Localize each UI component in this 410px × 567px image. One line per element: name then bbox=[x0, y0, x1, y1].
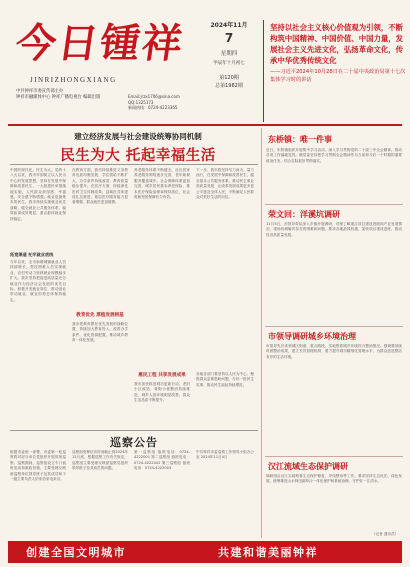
lead-column-3b: 我市加快推进城市更新行动，老旧小区改造、背街小巷整治持续推进，城乡人居环境明显改善，群众生活品质不断提升。 bbox=[134, 382, 190, 403]
sponsor-line: 中共钟祥市委宣传部主办 bbox=[16, 89, 64, 94]
lunar-date: 甲辰年十月初七 bbox=[213, 61, 245, 66]
notice-column-1: 根据市委统一部署，市委第一轮巡察将对部分单位党组织开展常规巡察。巡察期间，巡察组设立专门值班电话和邮政信箱，主要受理反映被巡察单位领导班子及其成员和下一级主要负责人的来信来电来访。 bbox=[10, 450, 66, 482]
sponsor-line: 钟祥市融媒体中心 钟祥广播电视台 编辑出版 bbox=[16, 95, 101, 100]
lead-column-1: 中国的现代化，民生为大。党的十八大以来，我市牢固树立以人民为中心的发展思想，坚持在发展中保障和改善民生，一大批惠民举措落地实施，人民群众获得感、幸福感、安全感不断增强。就业是最基本的民生。我市持续实施就业优先战略，健全就业公共服务体系，稳岗拓岗成效明显，重点群体就业保持稳定。 bbox=[10, 168, 66, 221]
right-article-4-title: 汉江流域生态保护调研 bbox=[268, 461, 348, 471]
date-box bbox=[205, 20, 253, 124]
quote-box bbox=[270, 22, 406, 122]
notice-rule bbox=[10, 430, 258, 431]
logo-pinyin: JINRIZHONGXIANG bbox=[30, 76, 117, 84]
right-article-1-body: 近日，东桥镇组织开展集中学习活动，深入学习贯彻党的二十届三中全会精神，推动各项工作落地见效。镇党委坚持把学习贯彻全会精神作为当前和今后一个时期的重要政治任务，结合实际抓好贯彻落实。 bbox=[266, 148, 402, 163]
masthead-rule bbox=[8, 124, 402, 126]
issue-number: 第120期 bbox=[219, 75, 239, 81]
masthead-divider bbox=[263, 20, 264, 122]
banner-slogan-left: 创建全国文明城市 bbox=[26, 546, 126, 559]
lead-column-4b: 各地各部门要坚持以人民为中心，聚焦群众急难愁盼问题，办好一批民生实事，推动民生福祉持续增进。 bbox=[196, 372, 254, 387]
lead-subhead: 拓宽渠道 托牢就业底线 bbox=[10, 252, 54, 257]
lead-column-3: 养老服务体系不断健全，社区居家养老服务网络逐步完善，老年助餐服务覆盖城乡。社会保障体系更加完善，城乡居民基本养老保险、基本医疗保险参保率保持高位，社会救助兜底保障有力有效。 bbox=[134, 168, 190, 200]
footer-banner bbox=[8, 541, 402, 563]
banner-slogan-right: 共建和谐美丽钟祥 bbox=[218, 546, 318, 559]
newspaper-logo bbox=[12, 18, 188, 74]
quote-source: ——习近平2024年10月28日在二十届中央政治局第十七次集体学习时的讲话 bbox=[270, 69, 406, 83]
right-column-rule bbox=[261, 128, 262, 538]
contact-hotline: 新闻热线：0724-4223365 bbox=[128, 105, 178, 110]
lead-kicker: 建立经济发展与社会建设统筹协同机制 bbox=[74, 132, 202, 141]
contact-qq: QQ:1325173 bbox=[128, 99, 154, 105]
weekday: 星期四 bbox=[220, 51, 238, 57]
lead-headline: 民生为大 托起幸福生活 bbox=[60, 148, 216, 164]
quote-text: 坚持以社会主义核心价值观为引领，不断构筑中国精神、中国价值、中国力量，发展社会主义先进文化，弘扬革命文化，传承中华优秀传统文化 bbox=[270, 23, 404, 65]
lead-box-heading: 惠民工程 共享发展成果 bbox=[138, 373, 186, 378]
notice-title: 巡察公告 bbox=[110, 436, 158, 449]
right-article-3-body: 市领导先后来到城区街道、重点路段，实地察看城乡环境综合整治情况。强调要持续巩固整治成果，建立长效管理机制，着力提升城市精细化管理水平，为群众创造整洁有序的生活环境。 bbox=[266, 344, 402, 359]
right-article-rule bbox=[265, 204, 403, 205]
notice-column-2: 巡察组受理信访时间截止到2024年12月底。根据巡察工作有关规定，巡察组主要受理反映被巡察党组织领导班子及其成员的问题。 bbox=[72, 450, 128, 471]
notice-column-4: 中共钟祥市委巡察工作领导小组办公室 2024年11月4日 bbox=[196, 450, 254, 460]
date-year-month: 2024年11月 bbox=[210, 22, 248, 29]
right-article-1-title: 东桥镇：唯一件事 bbox=[268, 134, 332, 144]
total-issue-number: 总第1982期 bbox=[215, 83, 243, 89]
right-article-2-body: 11月5日，市领导带队深入乡镇开展调研，详细了解重点项目建设进展和产业发展情况，现场协调解决存在的困难和问题，要求各地抢抓机遇，加快项目建设进度，推动经济高质量发展。 bbox=[266, 222, 402, 237]
contact-info bbox=[128, 94, 198, 111]
byline: （记者 通讯员） bbox=[372, 532, 399, 536]
lead-rule bbox=[10, 164, 258, 165]
date-day: 7 bbox=[224, 31, 234, 45]
logo-text: 今日锺祥 bbox=[12, 20, 188, 67]
lead-column-1b: 今年以来，全市新增城镇就业人员持续增长，帮扶困难人员实现就业，农村劳动力转移就业规模稳步扩大。我市坚持把促进高质量充分就业作为经济社会发展的优先目标，积极开发就业岗位，推动创业带动就业，就业形势总体保持稳定。 bbox=[10, 260, 66, 302]
right-article-rule bbox=[265, 456, 403, 457]
right-article-rule bbox=[265, 326, 403, 327]
masthead bbox=[8, 6, 410, 130]
notice-column-3: 第一巡察组 值班电话：0724-4222001 第二巡察组 值班电话：0724-4222002 第三巡察组 值班电话：0724-4222003 bbox=[134, 450, 190, 471]
right-article-3-title: 市领导调研城乡环境治理 bbox=[268, 331, 356, 341]
lead-column-2: 在教育方面，我市持续推进义务教育优质均衡发展，学位供给不断扩大，办学条件持续改善，教育质量稳步提升。在医疗方面，持续深化医药卫生体制改革，县域医共体建设扎实推进，基层医疗服务能力显著增强，群众就医更加便捷。 bbox=[72, 168, 128, 205]
lead-column-4: 下一步，我市将坚持尽力而为、量力而行，在发展中保障和改善民生，健全基本公共服务体系，推动民生事业高质量发展，让改革发展成果更多更公平惠及全体人民，不断满足人民群众对美好生活的向往。 bbox=[196, 168, 254, 200]
lead-column-2b: 我市把教育摆在优先发展的战略位置，持续加大教育投入，改善办学条件，优化资源配置，推动城乡教育一体化发展。 bbox=[72, 322, 128, 343]
right-article-4-body: 调研组沿汉江实地察看生态保护修复、岸线整治等工作，要求坚持生态优先、绿色发展，统筹推进山水林田湖草沙一体化保护和系统治理，守护好一江清水。 bbox=[266, 474, 402, 484]
lead-box-heading: 教育优先 厚植发展根基 bbox=[76, 313, 124, 318]
contact-email: Email:jrzx1706@sina.com bbox=[128, 94, 180, 99]
right-article-2-title: 荣文回：洋溪坑调研 bbox=[268, 209, 340, 219]
